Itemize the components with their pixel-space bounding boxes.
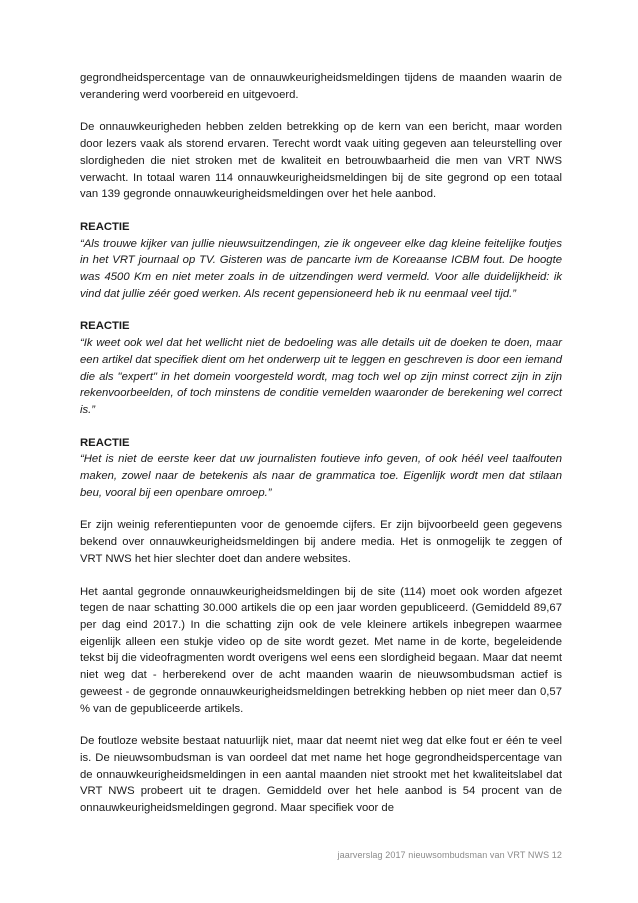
reaction-heading-3: REACTIE	[80, 436, 130, 449]
reaction-quote-3: “Het is niet de eerste keer dat uw journalisten foutieve info geven, of ook héél veel taalfouten maken, zowel naar de betekenis als naar de grammatica toe. Eigenlijk wordt men dat stilaan beu, vooral bij een openbare omroep.”	[80, 453, 562, 499]
reaction-quote-2: “Ik weet ook wel dat het wellicht niet de bedoeling was alle details uit de doeken te doen, maar een artikel dat specifiek dient om het onderwerp uit te leggen en geschreven is door een iemand die als "expert" in het domein voorgesteld wordt, mag toch wel op zijn minst correct zijn in zijn rekenvoorbeelden, of toch minstens de conditie vemelden waaronder de berekening wel correct is.”	[80, 337, 562, 416]
paragraph-2: De onnauwkeurigheden hebben zelden betrekking op de kern van een bericht, maar worden door lezers vaak als storend ervaren. Terecht wordt vaak uiting gegeven aan teleurstelling over slordigheden die niet stroken met de kwaliteit en betrouwbaarheid die men van VRT NWS verwacht. In totaal waren 114 onnauwkeurigheidsmeldingen bij de site gegrond op een totaal van 139 gegronde onnauwkeurigheidsmeldingen over het hele aanbod.	[80, 121, 562, 201]
paragraph-5: De foutloze website bestaat natuurlijk niet, maar dat neemt niet weg dat elke fout er één te veel is. De nieuwsombudsman is van oordeel dat met name het hoge gegrondheidspercentage van de onnauwkeurigheidsmeldingen in een aantal maanden niet strookt met het kwaliteitslabel dat VRT NWS probeert uit te dragen. Gemiddeld over het hele aanbod is 54 procent van de onnauwkeurigheidsmeldingen gegrond. Maar specifiek voor de	[80, 735, 562, 815]
paragraph-3: Er zijn weinig referentiepunten voor de genoemde cijfers. Er zijn bijvoorbeeld geen gegevens bekend over onnauwkeurigheidsmeldingen bij andere media. Het is onmogelijk te zeggen of VRT NWS het hier slechter doet dan andere websites.	[80, 519, 562, 565]
paragraph-4: Het aantal gegronde onnauwkeurigheidsmeldingen bij de site (114) moet ook worden afgezet tegen de naar schatting 30.000 artikels die op een jaar worden gepubliceerd. (Gemiddeld 89,67 per dag eind 2017.) In die schatting zijn ook de vele kleinere artikels inbegrepen waarmee eigenlijk alleen een stukje video op de site wordt gezet. Met name in de korte, begeleidende tekst bij die videofragmenten wordt overigens wel eens een slordigheid begaan. Maar dat neemt niet weg dat - herberekend over de acht maanden waarin de nieuwsombudsman actief is geweest - de gegronde onnauwkeurigheidsmeldingen betrekking hebben op niet meer dan 0,57 % van de gepubliceerde artikels.	[80, 585, 562, 715]
paragraph-1: gegrondheidspercentage van de onnauwkeurigheidsmeldingen tijdens de maanden waarin de verandering werd voorbereid en uitgevoerd.	[80, 72, 562, 101]
reaction-heading-2: REACTIE	[80, 320, 130, 333]
reaction-quote-1: “Als trouwe kijker van jullie nieuwsuitzendingen, zie ik ongeveer elke dag kleine feitelijke foutjes in het VRT journaal op TV. Gisteren was de pancarte ivm de Koreaanse ICBM fout. De hoogte was 4500 Km en niet meter zoals in de uitzendingen werd vermeld. Voor alle duidelijkheid: ik vind dat jullie zéér goed werken. Als recent gepensioneerd heb ik nu eenmaal veel tijd.”	[80, 237, 562, 300]
page-footer: jaarverslag 2017 nieuwsombudsman van VRT NWS 12	[337, 850, 562, 860]
reaction-heading-1: REACTIE	[80, 220, 130, 233]
